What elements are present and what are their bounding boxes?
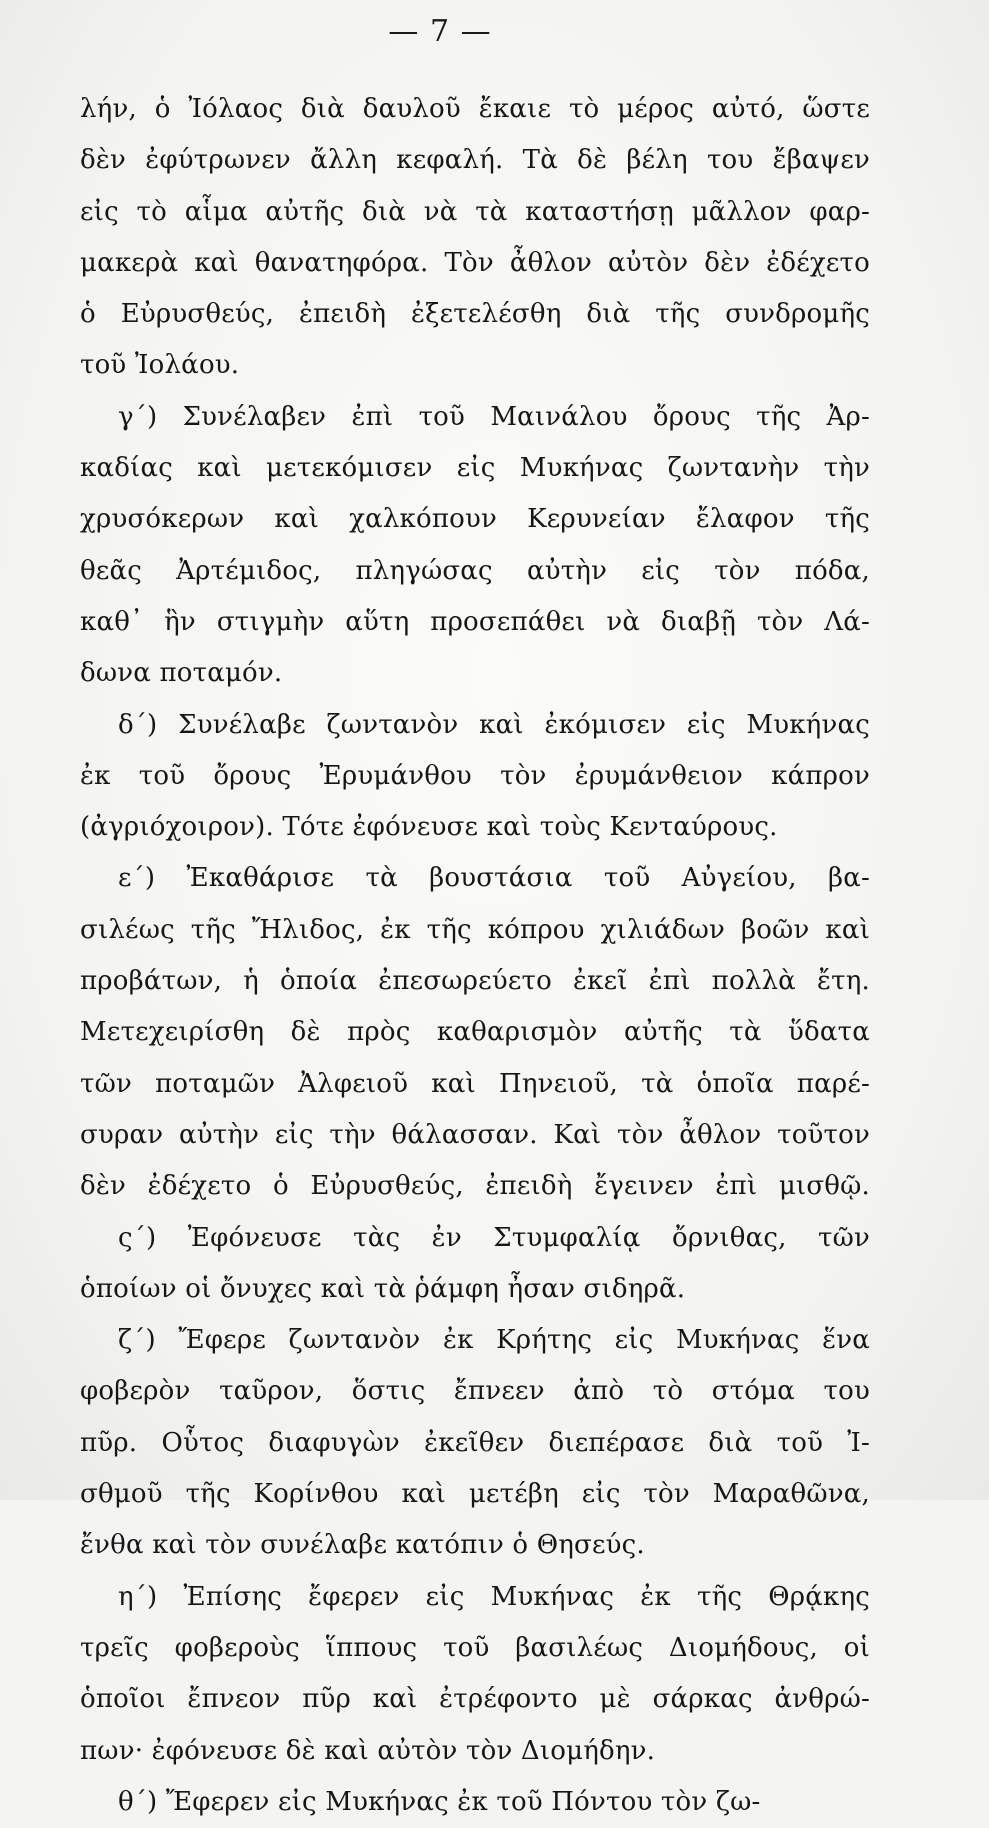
- text-line: ὁποῖοι ἔπνεον πῦρ καὶ ἐτρέφοντο μὲ σάρκας ἀνθρώ-: [80, 1684, 870, 1715]
- text-line: πῦρ. Οὗτος διαφυγὼν ἐκεῖθεν διεπέρασε διὰ τοῦ Ἰ-: [80, 1427, 870, 1458]
- text-line: σιλέως τῆς Ἤλιδος, ἐκ τῆς κόπρου χιλιάδων βοῶν καὶ: [80, 914, 870, 945]
- page-number: — 7 —: [388, 14, 492, 49]
- text-line: δωνα ποταμόν.: [80, 658, 283, 689]
- text-line: λήν, ὁ Ἰόλαος διὰ δαυλοῦ ἔκαιε τὸ μέρος αὐτό, ὥστε: [80, 94, 870, 124]
- text-line: καδίας καὶ μετεκόμισεν εἰς Μυκήνας ζωντανὴν τὴν: [80, 453, 870, 484]
- text-line: τῶν ποταμῶν Ἀλφειοῦ καὶ Πηνειοῦ, τὰ ὁποῖα παρέ-: [80, 1068, 870, 1099]
- text-line: εἰς τὸ αἷμα αὐτῆς διὰ νὰ τὰ καταστήσῃ μᾶλλον φαρ-: [80, 196, 870, 227]
- text-line: ἐκ τοῦ ὄρους Ἐρυμάνθου τὸν ἐρυμάνθειον κάπρον: [80, 760, 870, 791]
- text-line: γ΄) Συνέλαβεν ἐπὶ τοῦ Μαινάλου ὄρους τῆς Ἀρ-: [118, 401, 870, 432]
- text-line: ἔνθα καὶ τὸν συνέλαβε κατόπιν ὁ Θησεύς.: [80, 1530, 645, 1561]
- text-line: ε΄) Ἐκαθάρισε τὰ βουστάσια τοῦ Αὐγείου, βα-: [118, 863, 870, 894]
- text-line: σθμοῦ τῆς Κορίνθου καὶ μετέβη εἰς τὸν Μαραθῶνα,: [80, 1479, 870, 1510]
- text-line: δ΄) Συνέλαβε ζωντανὸν καὶ ἐκόμισεν εἰς Μυκήνας: [118, 709, 870, 740]
- text-line: δὲν ἐδέχετο ὁ Εὐρυσθεύς, ἐπειδὴ ἔγεινεν ἐπὶ μισθῷ.: [80, 1171, 870, 1202]
- text-line: ὁ Εὐρυσθεύς, ἐπειδὴ ἐξετελέσθη διὰ τῆς συνδρομῆς: [80, 299, 870, 330]
- text-line: φοβερὸν ταῦρον, ὅστις ἔπνεεν ἀπὸ τὸ στόμα του: [80, 1376, 870, 1407]
- text-line: ς΄) Ἐφόνευσε τὰς ἐν Στυμφαλίᾳ ὄρνιθας, τῶν: [118, 1222, 870, 1253]
- text-line: προβάτων, ἡ ὁποία ἐπεσωρεύετο ἐκεῖ ἐπὶ πολλὰ ἔτη.: [80, 966, 870, 997]
- text-line: δὲν ἐφύτρωνεν ἄλλη κεφαλή. Τὰ δὲ βέλη του ἔβαψεν: [80, 145, 870, 176]
- text-line: τοῦ Ἰολάου.: [80, 350, 240, 381]
- text-line: ὁποίων οἱ ὄνυχες καὶ τὰ ῥάμφη ἦσαν σιδηρᾶ.: [80, 1273, 686, 1304]
- text-line: τρεῖς φοβεροὺς ἵππους τοῦ βασιλέως Διομήδους, οἱ: [80, 1632, 870, 1663]
- text-line: (ἀγριόχοιρον). Τότε ἐφόνευσε καὶ τοὺς Κενταύρους.: [80, 812, 778, 843]
- text-line: ζ΄) Ἔφερε ζωντανὸν ἐκ Κρήτης εἰς Μυκήνας ἕνα: [118, 1325, 870, 1356]
- text-line: Μετεχειρίσθη δὲ πρὸς καθαρισμὸν αὐτῆς τὰ ὕδατα: [80, 1017, 870, 1048]
- text-line: η΄) Ἐπίσης ἔφερεν εἰς Μυκήνας ἐκ τῆς Θρᾴκης: [118, 1581, 870, 1612]
- text-line: θ΄) Ἔφερεν εἰς Μυκήνας ἐκ τοῦ Πόντου τὸν ζω-: [118, 1786, 761, 1817]
- text-line: καθ᾿ ἣν στιγμὴν αὕτη προσεπάθει νὰ διαβῇ τὸν Λά-: [80, 606, 870, 637]
- text-line: χρυσόκερων καὶ χαλκόπουν Κερυνείαν ἔλαφον τῆς: [80, 504, 870, 535]
- text-line: θεᾶς Ἀρτέμιδος, πληγώσας αὐτὴν εἰς τὸν πόδα,: [80, 555, 870, 586]
- text-line: πων· ἐφόνευσε δὲ καὶ αὐτὸν τὸν Διομήδην.: [80, 1735, 656, 1766]
- body-text: [80, 84, 870, 1828]
- text-line: μακερὰ καὶ θανατηφόρα. Τὸν ἆθλον αὐτὸν δὲν ἐδέχετο: [80, 247, 870, 278]
- text-line: συραν αὐτὴν εἰς τὴν θάλασσαν. Καὶ τὸν ἆθλον τοῦτον: [80, 1119, 870, 1150]
